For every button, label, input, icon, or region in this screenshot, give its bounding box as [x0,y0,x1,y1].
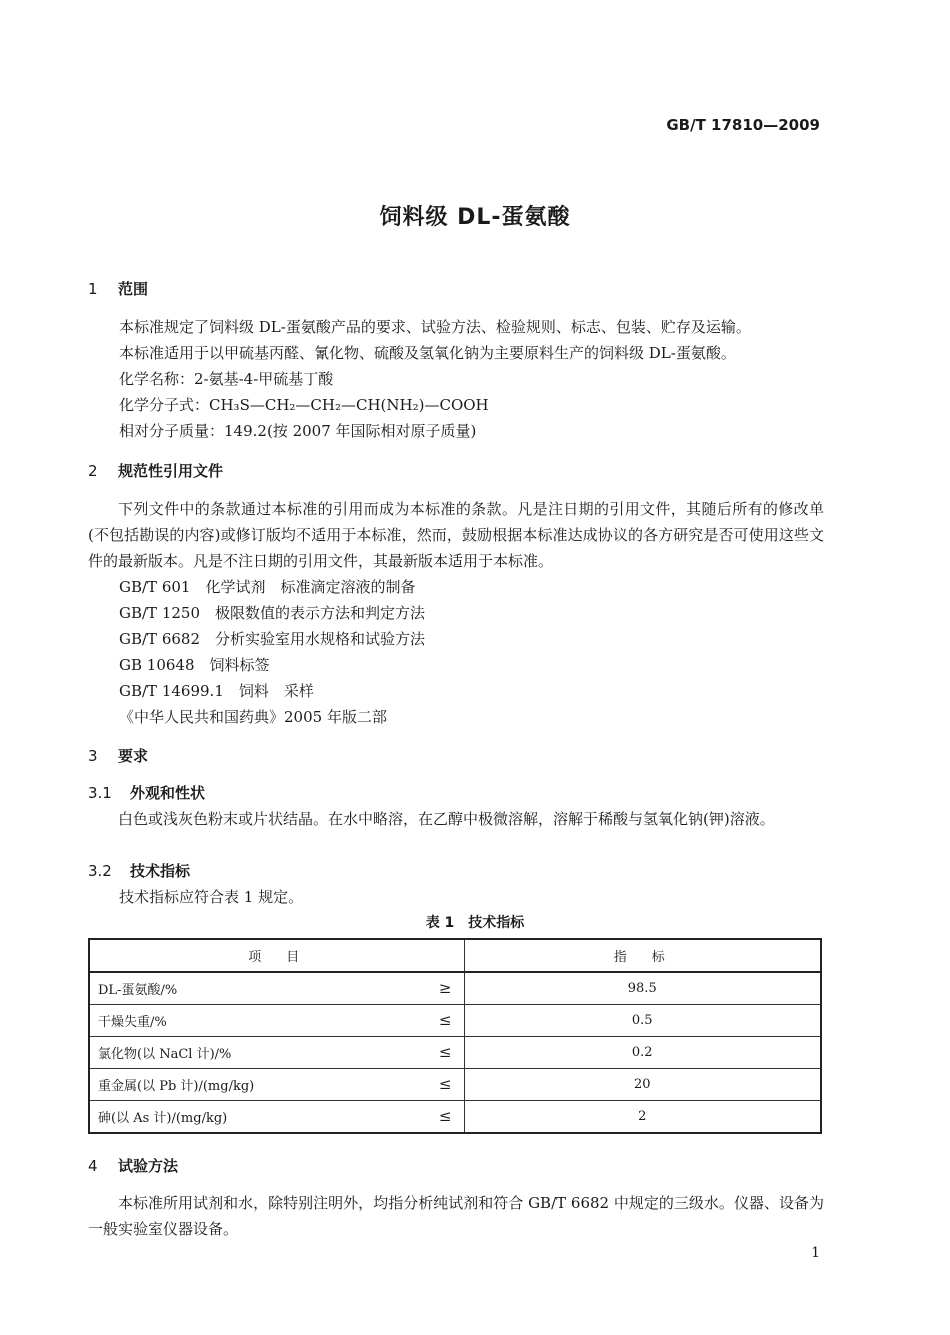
subsection-number: 3.2 [88,862,112,880]
molecular-mass: 相对分子质量：149.2(按 2007 年国际相对原子质量) [119,422,477,440]
subsection-title: 外观和性状 [130,784,206,802]
section-title: 范围 [118,280,149,298]
subsection-3-2-heading [88,860,190,881]
subsection-title: 技术指标 [130,862,191,880]
section-number: 3 [88,747,98,765]
document-title: 饲料级 DL-蛋氨酸 [379,205,571,230]
section-4-heading [88,1155,178,1176]
value-cell: 0.5 [464,1005,821,1037]
item-cell [89,1101,464,1134]
subsection-number: 3.1 [88,784,112,802]
table-header-row [89,939,821,972]
item-cell [89,1005,464,1037]
references-intro: 下列文件中的条款通过本标准的引用而成为本标准的条款。凡是注日期的引用文件，其随后所有的修改单(不包括勘误的内容)或修订版均不适用于本标准，然而，鼓励根据本标准达成协议的各方研究是否可使用这些文件的最新版本。凡是不注日期的引用文件，其最新版本适用于本标准。 [88,500,824,570]
technical-index-table [88,938,822,1134]
technical-index-text: 技术指标应符合表 1 规定。 [119,888,304,906]
table-row [89,1037,821,1069]
section-1-heading [88,278,148,299]
standard-code: GB/T 17810—2009 [666,116,820,134]
section-title: 试验方法 [118,1157,179,1175]
section-number: 2 [88,462,98,480]
column-header-value: 指 标 [464,939,821,972]
table-row [89,1101,821,1134]
section-title: 规范性引用文件 [118,462,224,480]
comparison-operator: ≤ [438,1107,452,1125]
item-label: 干燥失重/% [98,1015,167,1030]
chemical-formula: 化学分子式：CH₃S—CH₂—CH₂—CH(NH₂)—COOH [119,396,489,414]
reference-item: GB/T 1250 极限数值的表示方法和判定方法 [119,604,426,622]
comparison-operator: ≤ [438,1011,452,1029]
section-number: 4 [88,1157,98,1175]
value-cell: 2 [464,1101,821,1134]
value-cell: 98.5 [464,972,821,1005]
reference-item: 《中华人民共和国药典》2005 年版二部 [119,708,387,726]
reference-item: GB/T 14699.1 饲料 采样 [119,682,314,700]
value-cell: 20 [464,1069,821,1101]
table-caption: 表 1 技术指标 [425,915,525,931]
page-number: 1 [811,1245,820,1261]
section-3-heading [88,745,148,766]
section-2-heading [88,460,223,481]
section-title: 要求 [118,747,149,765]
comparison-operator: ≤ [438,1043,452,1061]
section-number: 1 [88,280,98,298]
subsection-3-1-heading [88,782,205,803]
item-label: 重金属(以 Pb 计)/(mg/kg) [98,1079,255,1094]
comparison-operator: ≤ [438,1075,452,1093]
scope-line: 本标准规定了饲料级 DL-蛋氨酸产品的要求、试验方法、检验规则、标志、包装、贮存及运输。 [119,318,751,336]
table-row [89,1005,821,1037]
test-method-text: 本标准所用试剂和水，除特别注明外，均指分析纯试剂和符合 GB/T 6682 中规定的三级水。仪器、设备为一般实验室仪器设备。 [88,1194,824,1238]
comparison-operator: ≥ [438,979,452,997]
reference-item: GB 10648 饲料标签 [119,656,270,674]
item-label: 砷(以 As 计)/(mg/kg) [98,1111,228,1126]
table-row [89,1069,821,1101]
item-cell [89,1069,464,1101]
reference-item: GB/T 6682 分析实验室用水规格和试验方法 [119,630,426,648]
chemical-name: 化学名称：2-氨基-4-甲硫基丁酸 [119,370,334,388]
item-label: 氯化物(以 NaCl 计)/% [98,1047,232,1062]
scope-line: 本标准适用于以甲硫基丙醛、氰化物、硫酸及氢氧化钠为主要原料生产的饲料级 DL-蛋氨酸。 [119,344,736,362]
item-cell [89,972,464,1005]
value-cell: 0.2 [464,1037,821,1069]
item-cell [89,1037,464,1069]
appearance-text: 白色或浅灰色粉末或片状结晶。在水中略溶，在乙醇中极微溶解，溶解于稀酸与氢氧化钠(钾)溶液。 [118,810,775,828]
column-header-item: 项 目 [89,939,464,972]
table-row [89,972,821,1005]
item-label: DL-蛋氨酸/% [98,983,178,998]
reference-item: GB/T 601 化学试剂 标准滴定溶液的制备 [119,578,416,596]
